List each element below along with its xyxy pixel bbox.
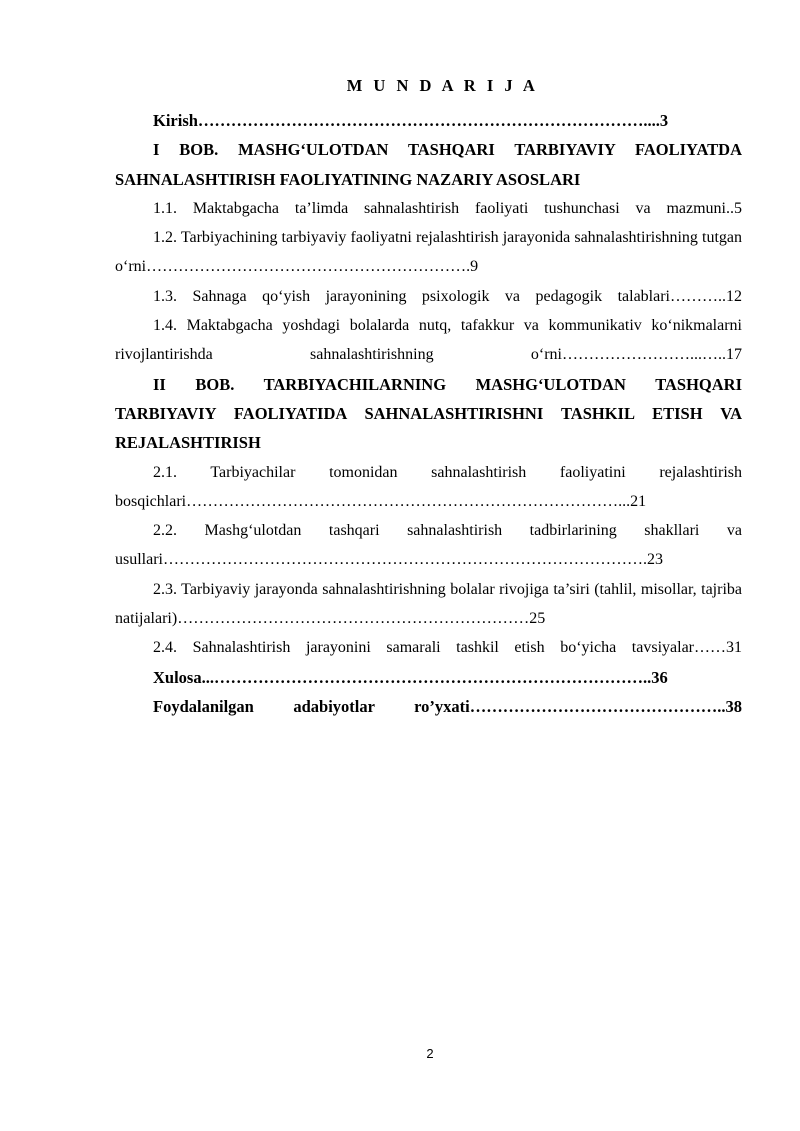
toc-entry-section-1-3: 1.3. Sahnaga qo‘yish jarayonining psixologik va pedagogik talablari………..12 — [153, 287, 742, 305]
toc-entry-chapter-2: II BOB. TARBIYACHILARNING MASHG‘ULOTDAN TASHQARI TARBIYAVIY FAOLIYATIDA SAHNALASHTIRISHNI TASHKIL ETISH VA REJALASHTIRISH — [115, 374, 742, 453]
toc-entry-section-1-1: 1.1. Maktabgacha ta’limda sahnalashtirish faoliyati tushunchasi va mazmuni..5 — [153, 199, 742, 217]
toc-entry-section-2-3: 2.3. Tarbiyaviy jarayonda sahnalashtirishning bolalar rivojiga ta’siri (tahlil, misollar, tajriba natijalari)…………………………………………………………25 — [115, 580, 742, 628]
toc-title: M U N D A R I J A — [346, 76, 539, 95]
toc-entry-references: Foydalanilgan adabiyotlar ro’yxati………………………………………..38 — [153, 696, 742, 716]
toc-entry-section-2-2: 2.2. Mashg‘ulotdan tashqari sahnalashtirish tadbirlarining shakllari va usullari……………………………………………………………………………….23 — [115, 522, 742, 569]
toc-entry-section-1-2: 1.2. Tarbiyachining tarbiyaviy faoliyatni rejalashtirish jarayonida sahnalashtirishning tutgan o‘rni…………………………………………………….9 — [115, 229, 742, 276]
toc-entry-section-2-4: 2.4. Sahnalashtirish jarayonini samarali tashkil etish bo‘yicha tavsiyalar……31 — [153, 639, 742, 657]
toc-entry-section-1-4: 1.4. Maktabgacha yoshdagi bolalarda nutq, tafakkur va kommunikativ ko‘nikmalarni rivojlantirishda sahnalashtirishning o‘rni……………………...…..17 — [115, 317, 742, 364]
page-number: 2 — [426, 1046, 434, 1061]
toc-entry-chapter-1: I BOB. MASHG‘ULOTDAN TASHQARI TARBIYAVIY FAOLIYATDA SAHNALASHTIRISH FAOLIYATINING NAZARIY ASOSLARI — [115, 140, 742, 189]
toc-entry-section-2-1: 2.1. Tarbiyachilar tomonidan sahnalashtirish faoliyatini rejalashtirish bosqichlari………………………………………………………………………...21 — [115, 463, 742, 510]
toc-entry-introduction: Kirish………………………………………………………………………....3 — [153, 111, 669, 130]
table-of-contents — [115, 106, 742, 721]
toc-entry-conclusion: Xulosa...……………………………………………………………………..36 — [153, 667, 668, 687]
